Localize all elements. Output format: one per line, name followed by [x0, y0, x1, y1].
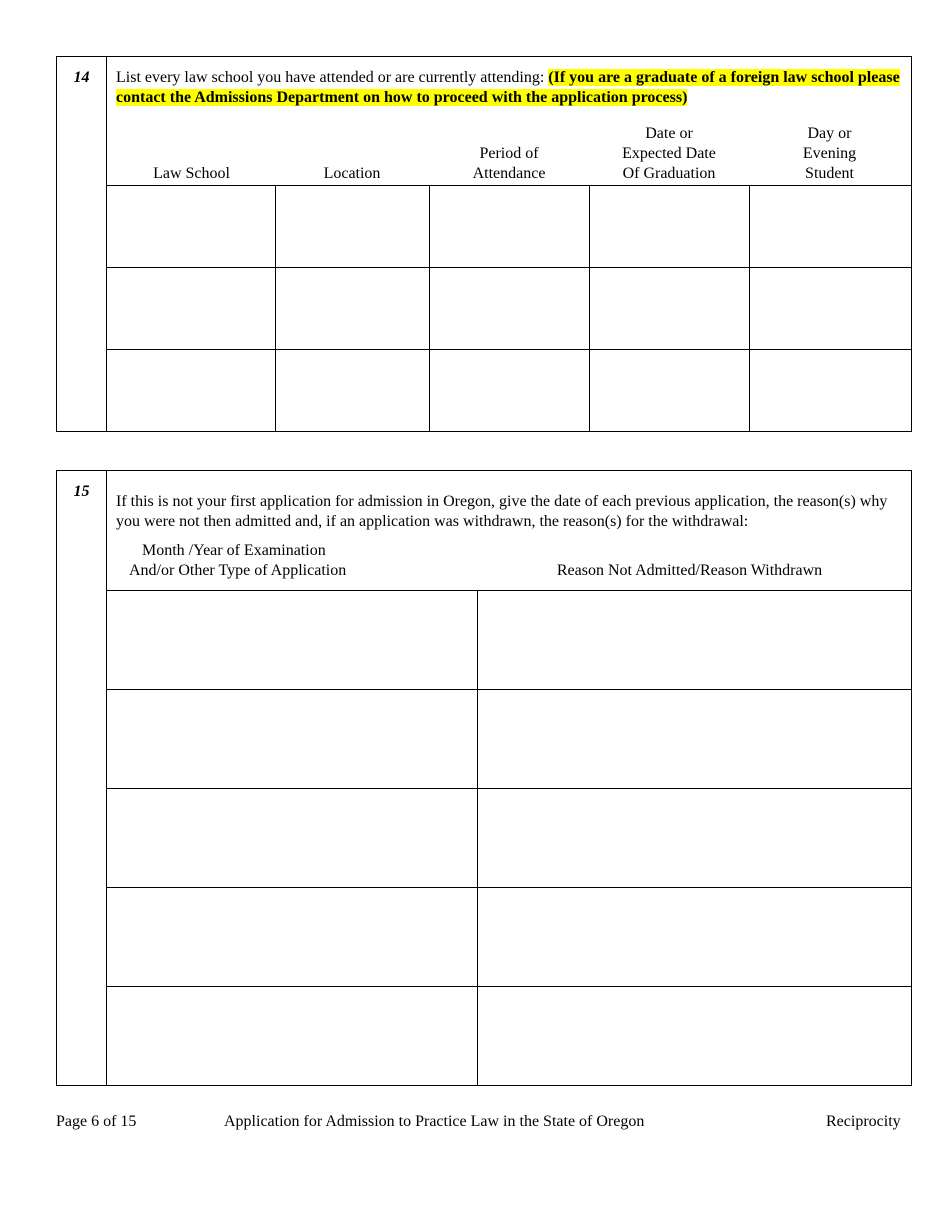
exam-date-field[interactable] [108, 987, 477, 1085]
column-header-exam-date: Month /Year of Examination And/or Other Type of Application [129, 542, 347, 579]
section-15-instructions: If this is not your first application for admission in Oregon, give the date of each previous application, the reason(s) why you were not then admitted and, if an application was withdrawn, the reason(s) for the withdrawal: [116, 493, 888, 530]
day-evening-field[interactable] [750, 350, 910, 431]
page-number: Page 6 of 15 [56, 1113, 137, 1130]
section-14-instructions [116, 68, 908, 108]
exam-date-field[interactable] [108, 789, 477, 887]
location-field[interactable] [276, 186, 429, 267]
reason-field[interactable] [478, 789, 911, 887]
law-school-field[interactable] [108, 268, 275, 349]
column-header-graduation: Date or Expected Date Of Graduation [622, 125, 716, 182]
foreign-graduate-note: (If you are a graduate of a foreign law school please contact the Admissions Department on how to proceed with the application process) [116, 69, 900, 106]
graduation-date-field[interactable] [590, 268, 749, 349]
reason-field[interactable] [478, 987, 911, 1085]
graduation-date-field[interactable] [590, 186, 749, 267]
graduation-date-field[interactable] [590, 350, 749, 431]
exam-date-field[interactable] [108, 591, 477, 689]
column-header-day-evening: Day or Evening Student [802, 125, 857, 182]
exam-date-field[interactable] [108, 690, 477, 788]
reason-field[interactable] [478, 690, 911, 788]
section-15 [56, 470, 912, 1086]
document-title: Application for Admission to Practice Law in the State of Oregon [224, 1113, 645, 1130]
period-of-attendance-field[interactable] [430, 186, 589, 267]
column-header-law-school: Law School [153, 165, 230, 182]
day-evening-field[interactable] [750, 268, 910, 349]
column-header-location: Location [323, 165, 381, 182]
section-number: 14 [57, 57, 107, 431]
reason-field[interactable] [478, 888, 911, 986]
law-school-field[interactable] [108, 186, 275, 267]
application-type: Reciprocity [826, 1113, 901, 1130]
day-evening-field[interactable] [750, 186, 910, 267]
instruction-text: List every law school you have attended or are currently attending: [116, 69, 549, 86]
section-14 [56, 56, 912, 432]
period-of-attendance-field[interactable] [430, 268, 589, 349]
location-field[interactable] [276, 268, 429, 349]
law-school-field[interactable] [108, 350, 275, 431]
exam-date-field[interactable] [108, 888, 477, 986]
location-field[interactable] [276, 350, 429, 431]
column-header-period: Period of Attendance [472, 145, 546, 182]
section-number: 15 [57, 471, 107, 1085]
column-header-reason: Reason Not Admitted/Reason Withdrawn [556, 562, 823, 579]
reason-field[interactable] [478, 591, 911, 689]
period-of-attendance-field[interactable] [430, 350, 589, 431]
